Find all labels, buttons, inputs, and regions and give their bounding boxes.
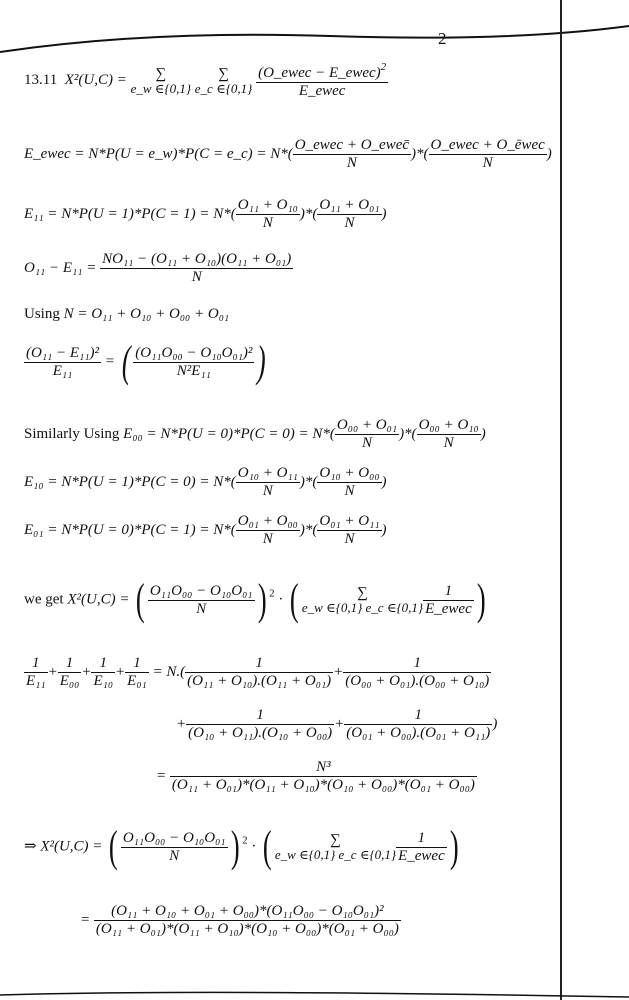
fraction-denominator: (O₁₁ + O₀₁)*(O₁₁ + O₁₀)*(O₁₀ + O₀₀)*(O₀₁ + O₀₀) (171, 777, 475, 793)
multiply: )*( (299, 473, 318, 490)
equals-sign: = (156, 767, 167, 784)
fraction-1 (236, 514, 300, 547)
exponent: 2 (242, 834, 248, 847)
term-fraction-1 (185, 656, 333, 689)
equation-number: 13.11 (24, 71, 58, 88)
scan-edge-right (560, 0, 562, 1000)
fraction-denominator: E_ewec (298, 83, 346, 99)
scan-edge-top (0, 0, 629, 60)
fraction-numerator: O₁₀ + O₁₁ (237, 465, 298, 481)
fraction-numerator: O₀₁ + O₁₁ (319, 513, 380, 529)
exponent: 2 (380, 61, 387, 73)
fraction-2 (317, 466, 381, 499)
fraction-numerator: O₀₀ + O₁₀ (418, 417, 479, 433)
left-paren: ( (263, 822, 272, 871)
fraction-numerator: 1 (185, 656, 333, 673)
sum-range: e_w ∈{0,1} e_c ∈{0,1} (274, 847, 397, 862)
fraction-numerator: (O₁₁ + O₁₀ + O₀₁ + O₀₀)*(O₁₁O₀₀ − O₁₀O₀₁)² (94, 904, 401, 921)
double-sum (302, 586, 423, 614)
sum-over-ew (131, 67, 191, 95)
equals-n: = N.( (152, 663, 186, 680)
sum-range: e_w ∈{0,1} (130, 80, 192, 96)
fraction-numerator: O_ewec + O_ēwec (430, 137, 545, 153)
fraction-denominator: E₁₀ (93, 673, 114, 689)
margin-mark: 2 (438, 29, 447, 48)
equation-we-get (24, 575, 488, 624)
fraction-denominator: E_ewec (398, 847, 445, 864)
reciprocal-e00 (58, 656, 82, 689)
term-fraction-2 (343, 656, 491, 689)
left-paren: ( (290, 575, 299, 624)
equation-reciprocals-result (156, 760, 477, 793)
final-fraction (94, 904, 401, 937)
plus-sign: + (176, 715, 187, 732)
fraction-numerator: 1 (125, 656, 149, 673)
fraction-numerator: 1 (186, 708, 334, 725)
plus-sign: + (115, 663, 126, 680)
fraction-numerator: N³ (170, 760, 477, 777)
fraction-numerator: O₀₀ + O₀₁ (336, 417, 398, 433)
term-fraction-4 (344, 708, 492, 741)
fraction-1 (293, 138, 411, 171)
right-paren: ) (257, 337, 267, 386)
right-paren: ) (476, 575, 486, 624)
equation-e11 (24, 198, 387, 231)
multiply: )*( (399, 425, 417, 442)
plus-sign: + (47, 663, 58, 680)
fraction-numerator: 1 (24, 656, 48, 673)
sum-sign: ∑ (330, 832, 341, 848)
fraction-denominator: N (262, 483, 273, 499)
equation-final (80, 904, 401, 937)
fraction-denominator: (O₁₀ + O₁₁).(O₁₀ + O₀₀) (188, 725, 333, 741)
fraction-denominator: N (346, 155, 357, 171)
e10-lhs: E₁₀ = N*P(U = 1)*P(C = 0) = N*( (24, 473, 236, 490)
multiply: )*( (299, 205, 318, 222)
reciprocal-e11 (24, 656, 48, 689)
fraction-denominator: N (344, 215, 355, 231)
similarly-prefix: Similarly Using (24, 425, 120, 442)
fraction-denominator: N (344, 531, 355, 547)
fraction-numerator: 1 (91, 656, 115, 673)
fraction-numerator: O₁₁O₀₀ − O₁₀O₀₁ (149, 582, 253, 599)
fraction-denominator: E₀₁ (127, 673, 147, 689)
equation-ratio (24, 337, 269, 386)
reciprocal-fraction (423, 584, 474, 617)
sum-range: e_w ∈{0,1} e_c ∈{0,1} (301, 600, 424, 615)
fraction-denominator: (O₁₁ + O₁₀).(O₁₁ + O₀₁) (187, 673, 332, 689)
multiply: )*( (299, 521, 318, 538)
term-fraction-3 (186, 708, 334, 741)
fraction-denominator: N (344, 483, 355, 499)
equation-implies (24, 822, 461, 871)
right-paren: ) (257, 575, 267, 624)
left-paren: ( (109, 822, 118, 871)
dot-operator: · (278, 591, 284, 608)
equation-13-11 (24, 62, 388, 99)
fraction-numerator: O₁₁ + O₁₀ (237, 197, 298, 213)
fraction-denominator: N (191, 269, 202, 285)
fraction-numerator: NO₁₁ − (O₁₁ + O₁₀)(O₁₁ + O₀₁) (102, 251, 292, 267)
plus-sign: + (334, 715, 345, 732)
plus-sign: + (333, 663, 344, 680)
sum-over-ec (195, 67, 253, 95)
fraction-numerator: O₀₁ + O₀₀ (237, 513, 298, 529)
reciprocal-e01 (125, 656, 149, 689)
fraction-numerator: (O_ewec − E_ewec)$^2$ (258, 61, 387, 81)
fraction-denominator: (O₀₀ + O₀₁).(O₀₀ + O₁₀) (345, 673, 490, 689)
dot-operator: · (251, 838, 257, 855)
sum-range: e_c ∈{0,1} (194, 80, 253, 96)
right-paren: ) (449, 822, 459, 871)
sum-sign: ∑ (357, 585, 368, 601)
equation-e01 (24, 514, 387, 547)
fraction-denominator: N (443, 435, 454, 451)
fraction-denominator: N (361, 435, 372, 451)
fraction-numerator: (O₁₁ − E₁₁)² (26, 344, 99, 361)
product-fraction (121, 831, 228, 864)
chi-square-lhs: X²(U,C) = (67, 591, 130, 608)
scan-edge-bottom (0, 985, 629, 1000)
ratio-rhs-fraction (133, 346, 254, 379)
equals-sign: = (104, 353, 115, 370)
equals-sign: = (80, 911, 91, 928)
fraction-numerator: 1 (343, 656, 491, 673)
fraction-denominator: N (196, 600, 207, 617)
result-fraction (170, 760, 477, 793)
sum-sign: ∑ (155, 65, 167, 82)
close-paren: ) (480, 425, 486, 442)
left-paren: ( (121, 337, 131, 386)
fraction-denominator: E_ewec (425, 600, 472, 617)
close-paren: ) (381, 205, 387, 222)
fraction-2 (429, 138, 547, 171)
fraction-numerator: O₁₁O₀₀ − O₁₀O₀₁ (122, 829, 226, 846)
equation-using-n (24, 307, 229, 322)
equation-e10 (24, 466, 387, 499)
using-prefix: Using (24, 306, 60, 322)
equation-reciprocals (24, 656, 491, 689)
fraction-denominator: (O₁₁ + O₀₁)*(O₁₁ + O₁₀)*(O₁₀ + O₀₀)*(O₀₁ + O₀₀) (95, 921, 399, 937)
close-paren: ) (381, 473, 387, 490)
fraction-denominator: (O₀₁ + O₀₀).(O₀₁ + O₁₁) (346, 725, 491, 741)
fraction-denominator: N (262, 215, 273, 231)
exponent: 2 (269, 587, 275, 600)
e00-lhs: E₀₀ = N*P(U = 0)*P(C = 0) = N*( (123, 425, 335, 442)
reciprocal-e10 (91, 656, 115, 689)
we-get-prefix: we get (24, 591, 64, 608)
fraction-numerator: 1 (344, 708, 492, 725)
fraction-numerator: 1 (58, 656, 82, 673)
fraction-denominator: E₀₀ (59, 673, 80, 689)
e01-lhs: E₀₁ = N*P(U = 0)*P(C = 1) = N*( (24, 521, 236, 538)
fraction-2 (317, 514, 381, 547)
product-fraction (148, 584, 255, 617)
fraction-denominator: N (262, 531, 273, 547)
fraction-numerator: O₁₀ + O₀₀ (319, 465, 380, 481)
reciprocal-fraction (396, 831, 447, 864)
equation-e00 (24, 418, 486, 451)
fraction-numerator: (O₁₁O₀₀ − O₁₀O₀₁)² (135, 344, 253, 361)
fraction-numerator: 1 (396, 831, 447, 848)
multiply: )*( (411, 145, 429, 162)
close-paren: ) (492, 715, 498, 732)
sum-sign: ∑ (218, 65, 229, 82)
fraction-1 (236, 466, 300, 499)
equation-expected-general (24, 138, 552, 171)
fraction-denominator: E₁₁ (52, 362, 73, 379)
close-paren: ) (546, 145, 552, 162)
fraction-numerator: O_ewec + O_ewec̄ (294, 137, 410, 153)
fraction-numerator: O₁₁ + O₀₁ (319, 197, 380, 213)
ratio-lhs-fraction (24, 346, 101, 379)
fraction-1 (335, 418, 399, 451)
fraction-denominator: E₁₁ (26, 673, 46, 689)
difference-lhs: O₁₁ − E₁₁ = (24, 259, 97, 276)
expected-lhs: E_ewec = N*P(U = e_w)*P(C = e_c) = N*( (24, 145, 293, 162)
difference-fraction (100, 252, 293, 285)
fraction-numerator: 1 (423, 584, 474, 601)
total-n-definition: N = O₁₁ + O₁₀ + O₀₀ + O₀₁ (63, 306, 230, 322)
e11-lhs: E₁₁ = N*P(U = 1)*P(C = 1) = N*( (24, 205, 236, 222)
fraction-denominator: N (169, 847, 180, 864)
fraction-1 (236, 198, 300, 231)
left-paren: ( (136, 575, 145, 624)
equation-o11-minus-e11 (24, 252, 293, 285)
equation-reciprocals-continued (176, 708, 497, 741)
fraction-denominator: N²E₁₁ (176, 362, 211, 379)
chi-square-lhs: X²(U,C) = (64, 71, 127, 88)
fraction-2 (417, 418, 481, 451)
close-paren: ) (381, 521, 387, 538)
implies-lhs: ⇒ X²(U,C) = (24, 838, 103, 855)
right-paren: ) (230, 822, 240, 871)
chi-term-fraction (256, 62, 388, 99)
double-sum (275, 833, 396, 861)
plus-sign: + (81, 663, 92, 680)
fraction-denominator: N (482, 155, 493, 171)
fraction-2 (317, 198, 381, 231)
